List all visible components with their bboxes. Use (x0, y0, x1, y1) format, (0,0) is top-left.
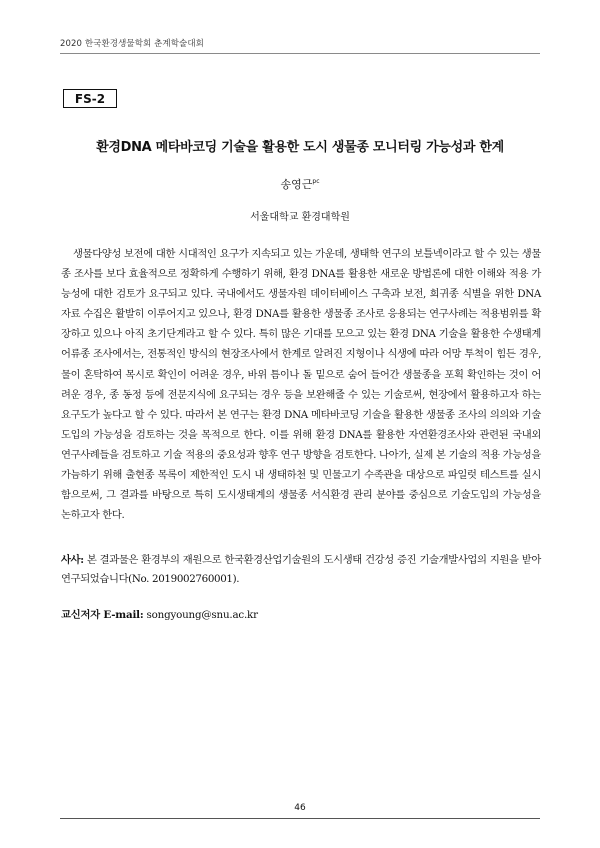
session-code-badge: FS-2 (63, 89, 117, 108)
contact-email: songyoung@snu.ac.kr (143, 609, 258, 621)
abstract-body: 생물다양성 보전에 대한 시대적인 요구가 지속되고 있는 가운데, 생태학 연구의 보틀넥이라고 할 수 있는 생물종 조사를 보다 효율적으로 정확하게 수행하기 위해, 환경 DNA를 활용한 새로운 방법론에 대한 이해와 적용 가능성에 대한 검토가 요구되고 있다. 국내에서도 생물자원 데이터베이스 구축과 보전, 희귀종 식별을 위한 DNA 자료 수집은 활발히 이루어지고 있으나, 환경 DNA를 활용한 생물종 조사로 응용되는 연구사례는 적용범위를 확장하고 있으나 아직 초기단계라고 할 수 있다. 특히 많은 기대를 모으고 있는 환경 DNA 기술을 활용한 수생태계 어류종 조사에서는, 전통적인 방식의 현장조사에서 한계로 알려진 지형이나 식생에 따라 어망 투척이 힘든 경우, 물이 혼탁하여 목시로 확인이 어려운 경우, 바위 틈이나 돌 밑으로 숨어 들어간 생물종을 포획 확인하는 것이 어려운 경우, 종 동정 등에 전문지식에 요구되는 경우 등을 보완해줄 수 있는 기술로써, 현장에서 활용하고자 하는 요구도가 높다고 할 수 있다. 따라서 본 연구는 환경 DNA 메타바코딩 기술을 활용한 생물종 조사의 의의와 기술 도입의 가능성을 검토하는 것을 목적으로 한다. 이를 위해 환경 DNA를 활용한 자연환경조사와 관련된 국내외 연구사례들을 검토하고 기술 적용의 중요성과 향후 연구 방향을 검토한다. 나아가, 실제 본 기술의 적용 가능성을 가늠하기 위해 출현종 목록이 제한적인 도시 내 생태하천 및 민물고기 수족관을 대상으로 파일럿 테스트를 실시함으로써, 그 결과를 바탕으로 특히 도시생태계의 생물종 서식환경 관리 분야를 중심으로 기술도입의 가능성을 논하고자 한다. (61, 248, 541, 522)
affiliation: 서울대학교 환경대학원 (250, 212, 350, 223)
author-line (0, 176, 600, 192)
contact-label: 교신저자 E-mail: (61, 609, 144, 621)
paper-title: 환경DNA 메타바코딩 기술을 활용한 도시 생물종 모니터링 가능성과 한계 (96, 140, 504, 155)
page-number: 46 (294, 803, 306, 813)
footer-divider (60, 818, 540, 819)
ack-text: 본 결과물은 환경부의 재원으로 한국환경산업기술원의 도시생태 건강성 증진 기술개발사업의 지원을 받아 연구되었습니다(No. 2019002760001). (61, 554, 541, 585)
acknowledgement (61, 551, 541, 589)
running-header: 2020 한국환경생물학회 춘계학술대회 (60, 39, 204, 49)
ack-label: 사사: (61, 554, 84, 566)
header-divider (60, 53, 540, 54)
author-mark: pc (312, 178, 320, 185)
author-name: 송영근 (280, 178, 313, 191)
corresponding-author (61, 606, 258, 621)
